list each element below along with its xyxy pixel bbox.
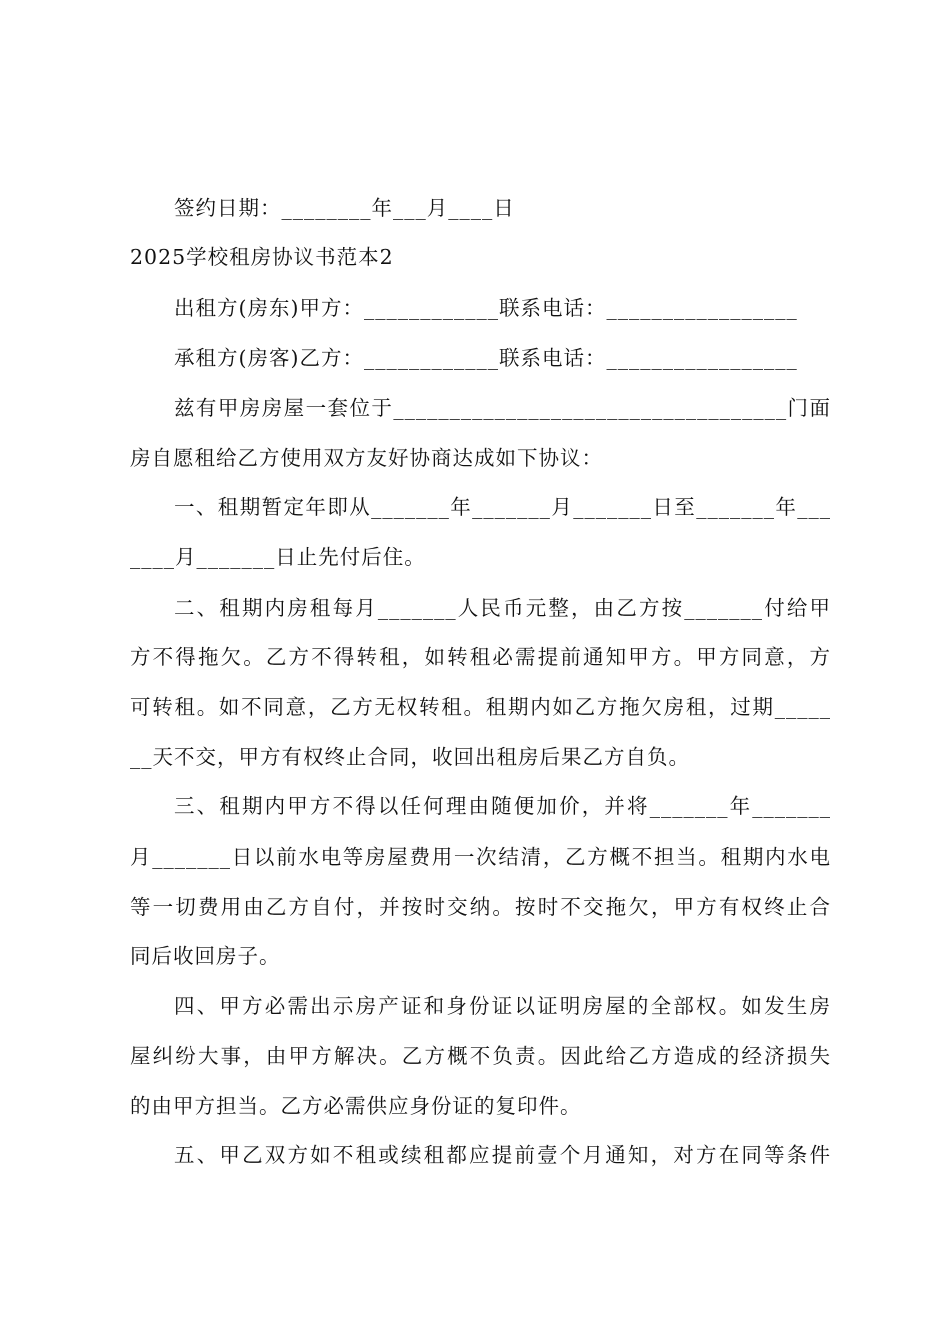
paragraph-line: 月_______日以前水电等房屋费用一次结清，乙方概不担当。租期内水电 xyxy=(130,845,831,869)
sign-date-line: 签约日期：________年___月____日 xyxy=(174,196,515,220)
paragraph-line: ____月_______日止先付后住。 xyxy=(130,545,426,569)
paragraph-line: 三、租期内甲方不得以任何理由随便加价，并将_______年_______ xyxy=(174,794,831,818)
paragraph-line: 四、甲方必需出示房产证和身份证以证明房屋的全部权。如发生房 xyxy=(174,994,831,1018)
paragraph-line: 二、租期内房租每月_______人民币元整，由乙方按_______付给甲 xyxy=(174,596,831,620)
paragraph-line: 的由甲方担当。乙方必需供应身份证的复印件。 xyxy=(130,1094,582,1118)
paragraph-line: 一、租期暂定年即从_______年_______月_______日至_______年___ xyxy=(174,495,831,519)
document-title: 2025学校租房协议书范本2 xyxy=(130,245,394,269)
paragraph-line: 同后收回房子。 xyxy=(130,944,281,968)
paragraph-line: 可转租。如不同意，乙方无权转租。租期内如乙方拖欠房租，过期_____ xyxy=(130,695,831,719)
paragraph-line: 方不得拖欠。乙方不得转租，如转租必需提前通知甲方。甲方同意，方 xyxy=(130,645,831,669)
paragraph-line: 等一切费用由乙方自付，并按时交纳。按时不交拖欠，甲方有权终止合 xyxy=(130,895,831,919)
paragraph-line: 房自愿租给乙方使用双方友好协商达成如下协议： xyxy=(130,446,603,470)
paragraph-line: 兹有甲房房屋一套位于___________________________________门面 xyxy=(174,396,831,420)
landlord-line: 出租方(房东)甲方：____________联系电话：_________________ xyxy=(174,296,798,320)
tenant-line: 承租方(房客)乙方：____________联系电话：_________________ xyxy=(174,346,798,370)
paragraph-line: 屋纠纷大事，由甲方解决。乙方概不负责。因此给乙方造成的经济损失 xyxy=(130,1044,831,1068)
paragraph-line: 五、甲乙双方如不租或续租都应提前壹个月通知，对方在同等条件 xyxy=(174,1143,831,1167)
paragraph-line: __天不交，甲方有权终止合同，收回出租房后果乙方自负。 xyxy=(130,745,690,769)
